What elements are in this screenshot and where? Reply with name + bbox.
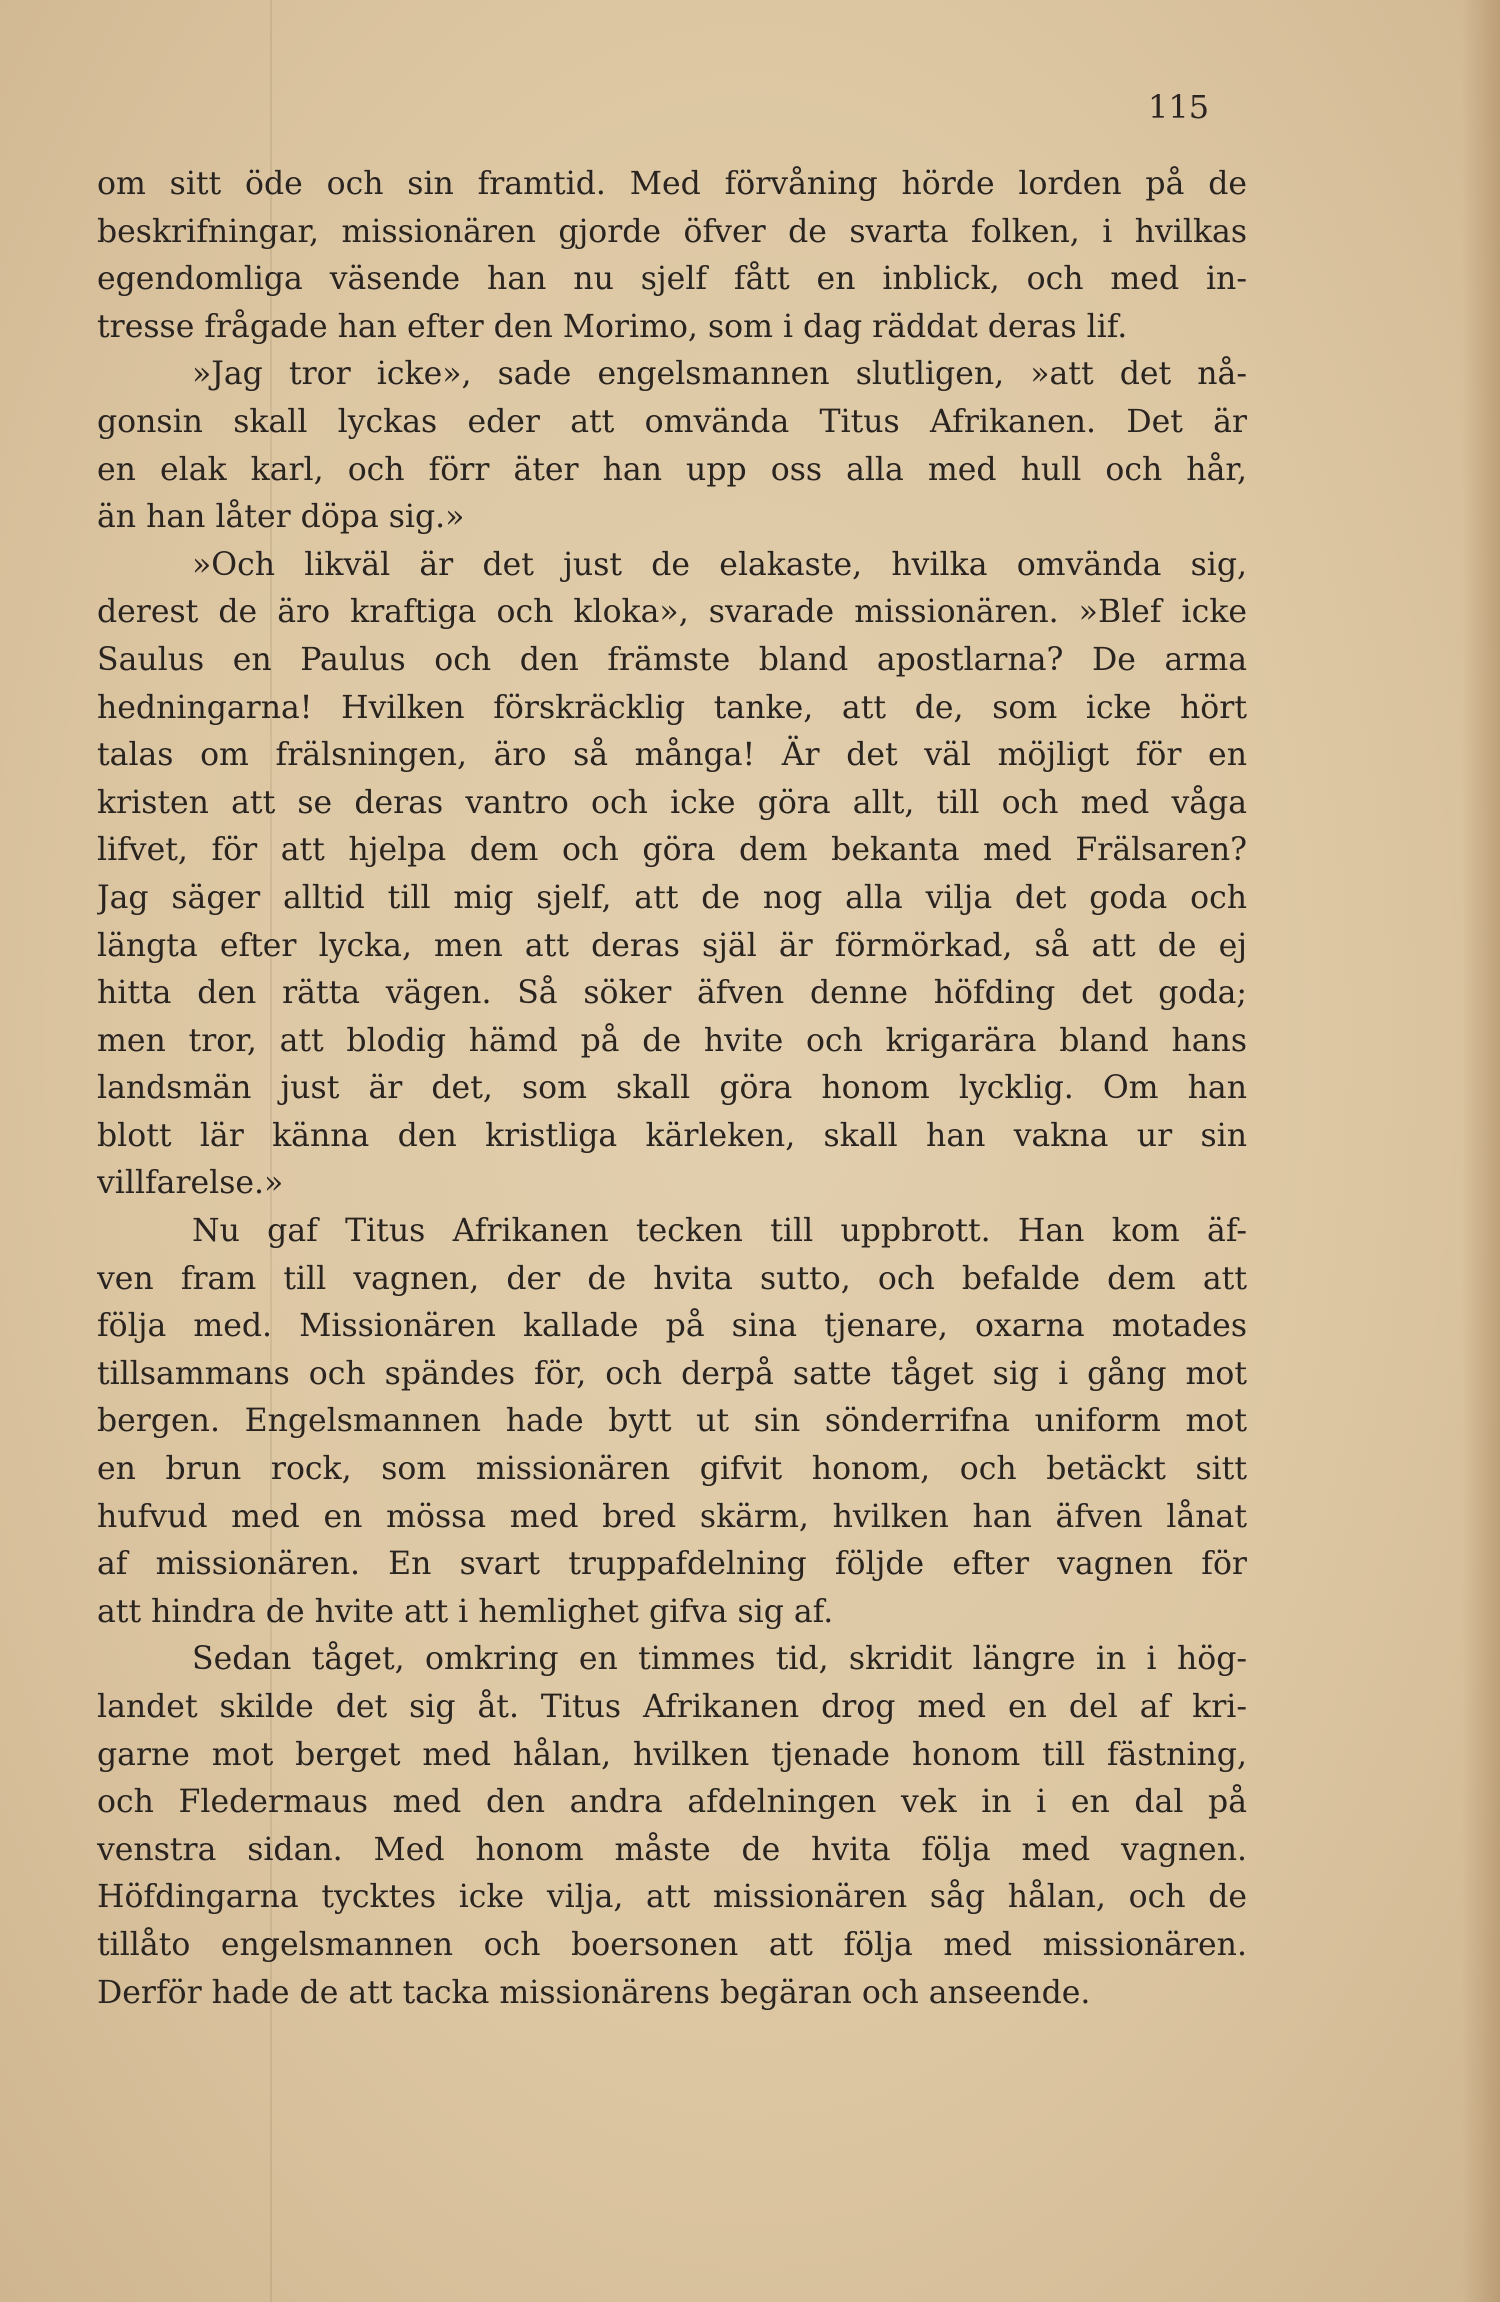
text-line: Höfdingarna tycktes icke vilja, att missionären såg hålan, och de [97, 1879, 1247, 1916]
text-line: gonsin skall lyckas eder att omvända Titus Afrikanen. Det är [97, 403, 1247, 440]
text-line: Jag säger alltid till mig sjelf, att de nog alla vilja det goda och [97, 879, 1247, 916]
text-line: venstra sidan. Med honom måste de hvita följa med vagnen. [97, 1831, 1247, 1868]
text-line: en elak karl, och förr äter han upp oss alla med hull och hår, [97, 451, 1247, 488]
text-line: tillåto engelsmannen och boersonen att följa med missionären. [97, 1926, 1247, 1963]
text-line: följa med. Missionären kallade på sina tjenare, oxarna motades [97, 1308, 1247, 1345]
text-line: blott lär känna den kristliga kärleken, skall han vakna ur sin [97, 1117, 1247, 1154]
text-line: lifvet, för att hjelpa dem och göra dem bekanta med Frälsaren? [97, 832, 1247, 869]
text-line: bergen. Engelsmannen hade bytt ut sin sönderrifna uniform mot [97, 1403, 1247, 1440]
text-line: tresse frågade han efter den Morimo, som i dag räddat deras lif. [97, 308, 1128, 345]
text-line: »Och likväl är det just de elakaste, hvilka omvända sig, [192, 546, 1247, 583]
text-line: Derför hade de att tacka missionärens begäran och anseende. [97, 1974, 1091, 2011]
text-line: landet skilde det sig åt. Titus Afrikanen drog med en del af kri- [97, 1689, 1247, 1725]
text-line: af missionären. En svart truppafdelning följde efter vagnen för [97, 1546, 1247, 1583]
body-text [97, 161, 1247, 2017]
text-line: hitta den rätta vägen. Så söker äfven denne höfding det goda; [97, 975, 1247, 1012]
text-line: kristen att se deras vantro och icke göra allt, till och med våga [97, 784, 1247, 821]
text-line: Sedan tåget, omkring en timmes tid, skridit längre in i hög- [192, 1641, 1247, 1678]
text-line: villfarelse.» [97, 1165, 284, 1202]
text-line: hufvud med en mössa med bred skärm, hvilken han äfven lånat [97, 1498, 1247, 1535]
text-line: en brun rock, som missionären gifvit honom, och betäckt sitt [97, 1451, 1247, 1488]
page-edge-shadow [1462, 0, 1500, 2302]
text-line: tillsammans och spändes för, och derpå satte tåget sig i gång mot [97, 1355, 1247, 1392]
text-line: hedningarna! Hvilken förskräcklig tanke, att de, som icke hört [97, 689, 1247, 726]
text-line: om sitt öde och sin framtid. Med förvåning hörde lorden på de [97, 166, 1247, 202]
text-line: derest de äro kraftiga och kloka», svarade missionären. »Blef icke [97, 594, 1247, 631]
text-line: men tror, att blodig hämd på de hvite och krigarära bland hans [97, 1022, 1247, 1059]
text-line: än han låter döpa sig.» [97, 499, 465, 536]
text-line: garne mot berget med hålan, hvilken tjenade honom till fästning, [97, 1736, 1247, 1773]
text-line: att hindra de hvite att i hemlighet gifva sig af. [97, 1593, 834, 1630]
text-line: talas om frälsningen, äro så många! Är det väl möjligt för en [97, 737, 1247, 774]
page-number: 115 [1148, 88, 1210, 126]
text-line: landsmän just är det, som skall göra honom lycklig. Om han [97, 1070, 1247, 1107]
text-line: egendomliga väsende han nu sjelf fått en inblick, och med in- [97, 261, 1247, 298]
text-line: Nu gaf Titus Afrikanen tecken till uppbrott. Han kom äf- [192, 1213, 1247, 1250]
text-line: och Fledermaus med den andra afdelningen vek in i en dal på [97, 1784, 1247, 1821]
text-line: ven fram till vagnen, der de hvita sutto, och befalde dem att [97, 1260, 1247, 1297]
text-line: »Jag tror icke», sade engelsmannen slutligen, »att det nå- [192, 356, 1247, 393]
text-line: längta efter lycka, men att deras själ är förmörkad, så att de ej [97, 927, 1247, 964]
text-line: Saulus en Paulus och den främste bland apostlarna? De arma [97, 641, 1247, 678]
text-line: beskrifningar, missionären gjorde öfver de svarta folken, i hvilkas [97, 213, 1247, 250]
